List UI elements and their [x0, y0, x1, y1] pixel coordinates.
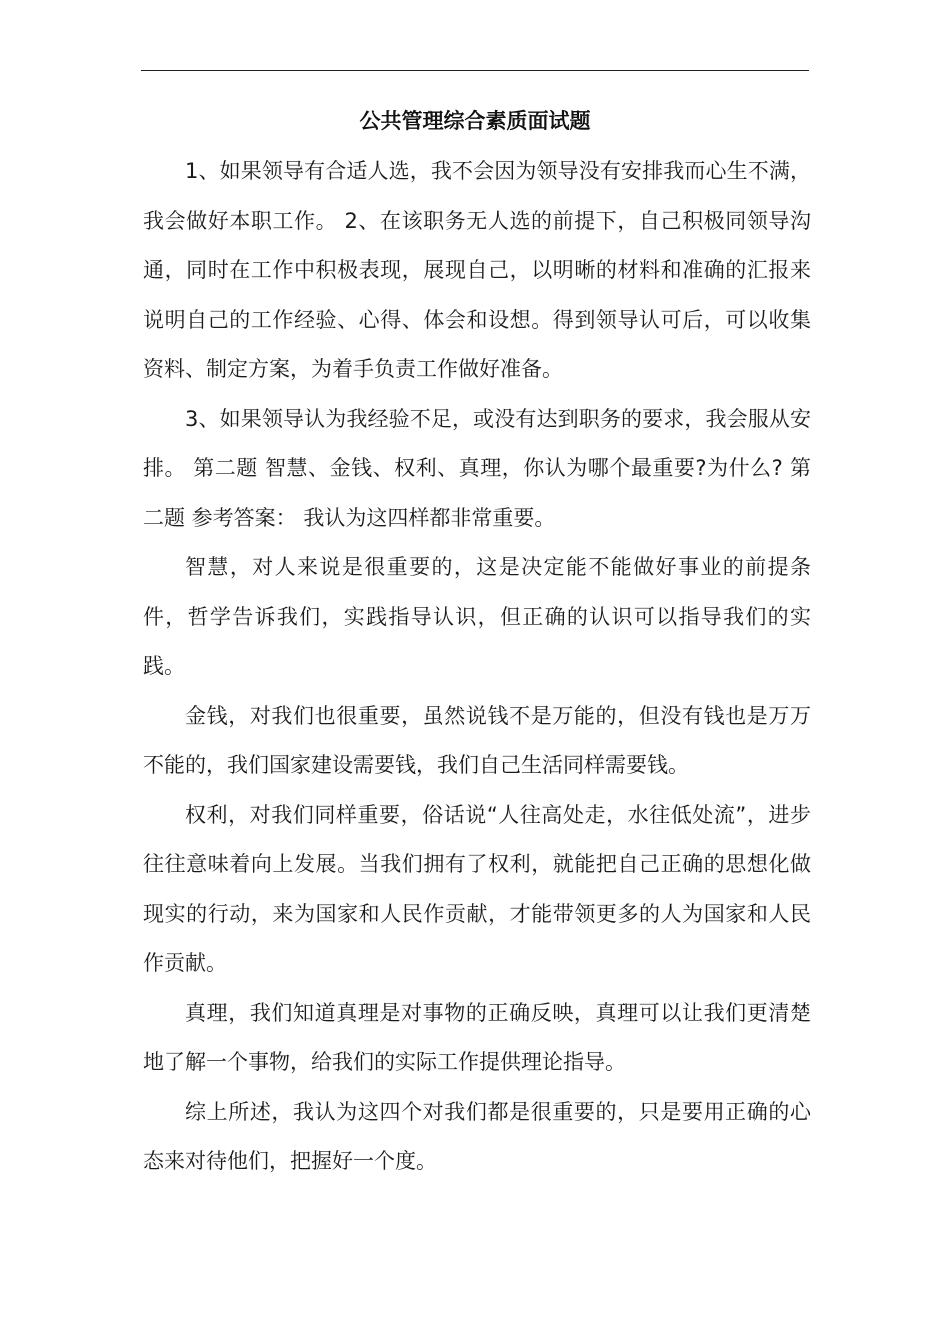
paragraph-7: 综上所述，我认为这四个对我们都是很重要的，只是要用正确的心态来对待他们，把握好一个度。 — [143, 1099, 811, 1173]
paragraph-3: 智慧，对人来说是很重要的，这是决定能不能做好事业的前提条件，哲学告诉我们，实践指导认识，但正确的认识可以指导我们的实践。 — [143, 555, 811, 678]
paragraph-1: 1、如果领导有合适人选，我不会因为领导没有安排我而心生不满，我会做好本职工作。 2、在该职务无人选的前提下，自己积极同领导沟通，同时在工作中积极表现，展现自己，以明晰的材料和准确的汇报来说明自己的工作经验、心得、体会和设想。得到领导认可后，可以收集资料、制定方案，为着手负责工作做好准备。 — [143, 159, 811, 381]
header-rule — [141, 70, 809, 71]
paragraph-5: 权利，对我们同样重要，俗话说“人往高处走，水往低处流”，进步往往意味着向上发展。当我们拥有了权利，就能把自己正确的思想化做现实的行动，来为国家和人民作贡献，才能带领更多的人为国家和人民作贡献。 — [143, 802, 811, 975]
paragraph-2: 3、如果领导认为我经验不足，或没有达到职务的要求，我会服从安排。 第二题 智慧、金钱、权利、真理，你认为哪个最重要?为什么? 第二题 参考答案： 我认为这四样都非常重要。 — [143, 406, 811, 530]
paragraph-4: 金钱，对我们也很重要，虽然说钱不是万能的，但没有钱也是万万不能的，我们国家建设需要钱，我们自己生活同样需要钱。 — [143, 703, 811, 777]
document-body — [143, 147, 811, 1187]
document-title: 公共管理综合素质面试题 — [359, 109, 591, 133]
paragraph-6: 真理，我们知道真理是对事物的正确反映，真理可以让我们更清楚地了解一个事物，给我们的实际工作提供理论指导。 — [143, 1000, 811, 1074]
